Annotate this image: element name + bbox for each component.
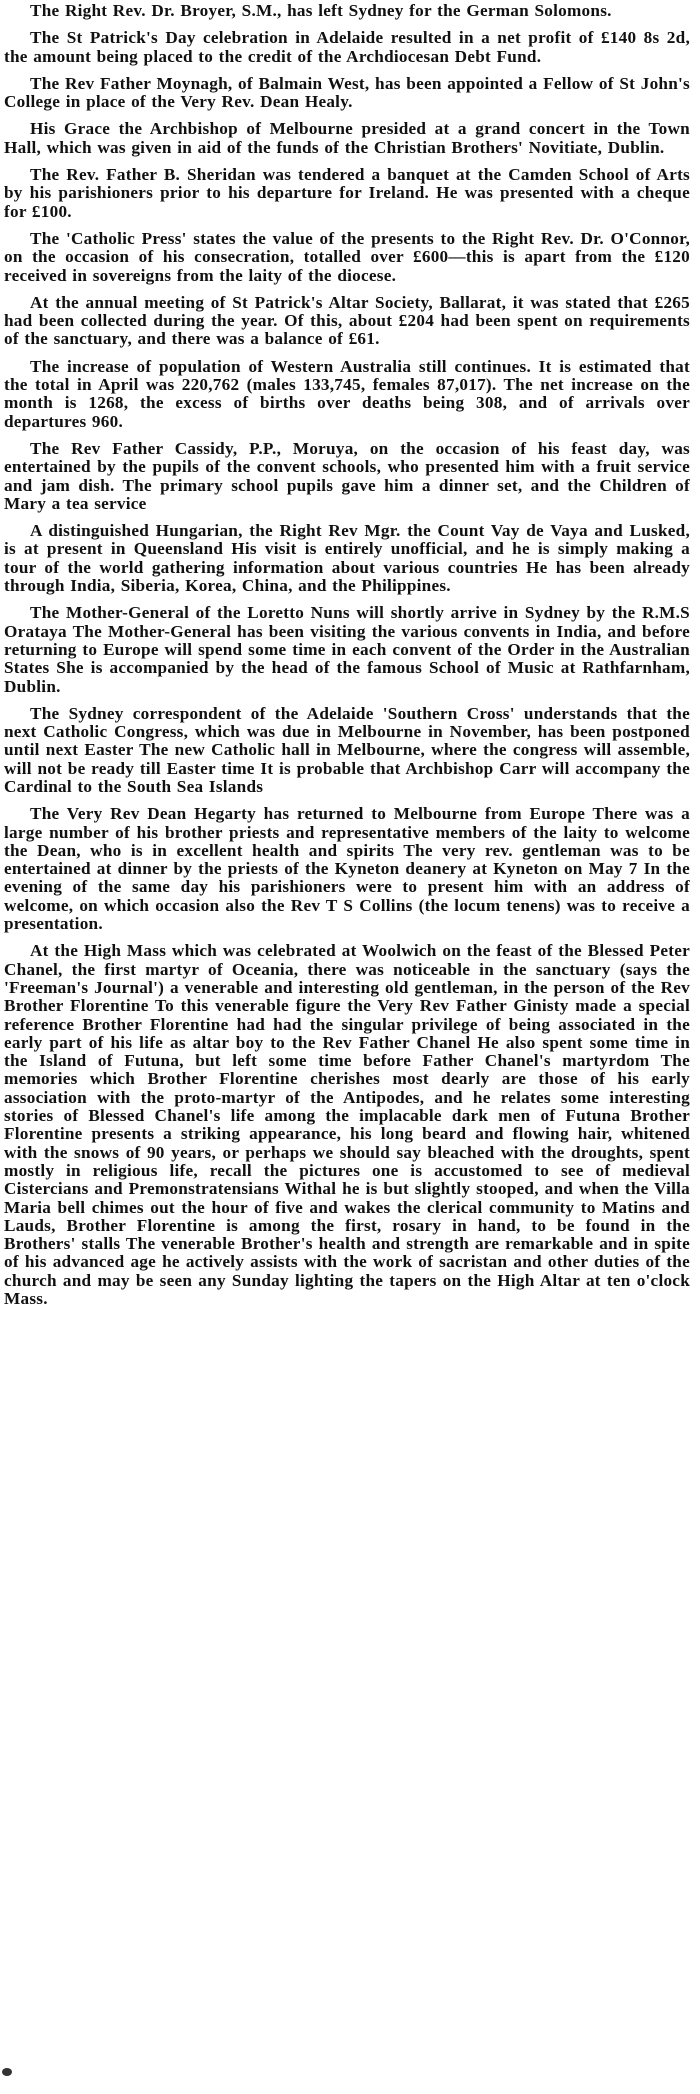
news-item: The Right Rev. Dr. Broyer, S.M., has left Sydney for the German Solomons. [30, 1, 612, 20]
news-item: The 'Catholic Press' states the value of the presents to the Right Rev. Dr. O'Connor, on the occasion of his consecration, totalled over £600—this is apart from the £120 received in sovereigns from the laity of the diocese. [4, 228, 690, 285]
news-item: His Grace the Archbishop of Melbourne presided at a grand concert in the Town Hall, which was given in aid of the funds of the Christian Brothers' Novitiate, Dublin. [4, 119, 690, 157]
news-item: The Rev Father Moynagh, of Balmain West, has been appointed a Fellow of St John's College in place of the Very Rev. Dean Healy. [4, 73, 690, 112]
news-item: The increase of population of Western Australia still continues. It is estimated that the total in April was 220,762 (males 133,745, females 87,017). The net increase on the month is 1268, the excess of births over deaths being 308, and of arrivals over departures 960. [4, 356, 690, 431]
news-item: At the High Mass which was celebrated at Woolwich on the feast of the Blessed Peter Chanel, the first martyr of Oceania, there was noticeable in the sanctuary (says the 'Freeman's Journal') a venerable and interesting old gentleman, in the person of the Rev Brother Florentine To this venerable figure the Very Rev Father Ginisty made a special reference Brother Florentine had had the singular privilege of being associated in the early part of his life as altar boy to the Rev Father Chanel He also spent some time in the Island of Futuna, but left some time before Father Chanel's martyrdom The memories which Brother Florentine cherishes most dearly are those of his early association with the proto-martyr of the Antipodes, and he relates some interesting stories of Blessed Chanel's life among the implacable dark men of Futuna Brother Florentine presents a striking appearance, his long beard and flowing hair, whitened with the snows of 90 years, or perhaps we should say bleached with the droughts, spent mostly in religious life, recall the pictures one is accustomed to see of medieval Cistercians and Premonstratensians Withal he is but slightly stooped, and when the Villa Maria bell chimes out the hour of five and wakes the clerical community to Matins and Lauds, Brother Florentine is among the first, rosary in hand, to be found in the Brothers' stalls The venerable Brother's health and strength are remarkable and in spite of his advanced age he actively assists with the work of sacristan and other duties of the church and may be seen any Sunday lighting the tapers on the High Altar at ten o'clock Mass. [4, 941, 690, 1308]
ink-blot-mark [2, 2068, 12, 2076]
news-item: The St Patrick's Day celebration in Adelaide resulted in a net profit of £140 8s 2d, the amount being placed to the credit of the Archdiocesan Debt Fund. [4, 28, 690, 66]
news-item: The Rev. Father B. Sheridan was tendered a banquet at the Camden School of Arts by his parishioners prior to his departure for Ireland. He was presented with a cheque for £100. [4, 165, 690, 221]
news-item: A distinguished Hungarian, the Right Rev Mgr. the Count Vay de Vaya and Lusked, is at present in Queensland His visit is entirely unofficial, and he is simply making a tour of the world gathering information about various countries He has been already through India, Siberia, Korea, China, and the Philippines. [4, 521, 690, 596]
news-item: The Sydney correspondent of the Adelaide 'Southern Cross' understands that the next Catholic Congress, which was due in Melbourne in November, has been postponed until next Easter The new Catholic hall in Melbourne, where the congress will assemble, will not be ready till Easter time It is probable that Archbishop Carr will accompany the Cardinal to the South Sea Islands [4, 703, 690, 796]
news-item: The Mother-General of the Loretto Nuns will shortly arrive in Sydney by the R.M.S Orataya The Mother-General has been visiting the various convents in India, and before returning to Europe will spend some time in each convent of the Order in the Australian States She is accompanied by the head of the famous School of Music at Rathfarnham, Dublin. [4, 603, 690, 696]
news-item: At the annual meeting of St Patrick's Altar Society, Ballarat, it was stated that £265 had been collected during the year. Of this, about £204 had been spent on requirements of the sanctuary, and there was a balance of £61. [4, 292, 690, 349]
news-item: The Very Rev Dean Hegarty has returned to Melbourne from Europe There was a large number of his brother priests and representative members of the laity to welcome the Dean, who is in excellent health and spirits The very rev. gentleman was to be entertained at dinner by the priests of the Kyneton deanery at Kyneton on May 7 In the evening of the same day his parishioners were to present him with an address of welcome, on which occasion also the Rev T S Collins (the locum tenens) was to receive a presentation. [4, 804, 690, 934]
news-item: The Rev Father Cassidy, P.P., Moruya, on the occasion of his feast day, was entertained by the pupils of the convent schools, who presented him with a fruit service and jam dish. The primary school pupils gave him a dinner set, and the Children of Mary a tea service [4, 438, 690, 513]
